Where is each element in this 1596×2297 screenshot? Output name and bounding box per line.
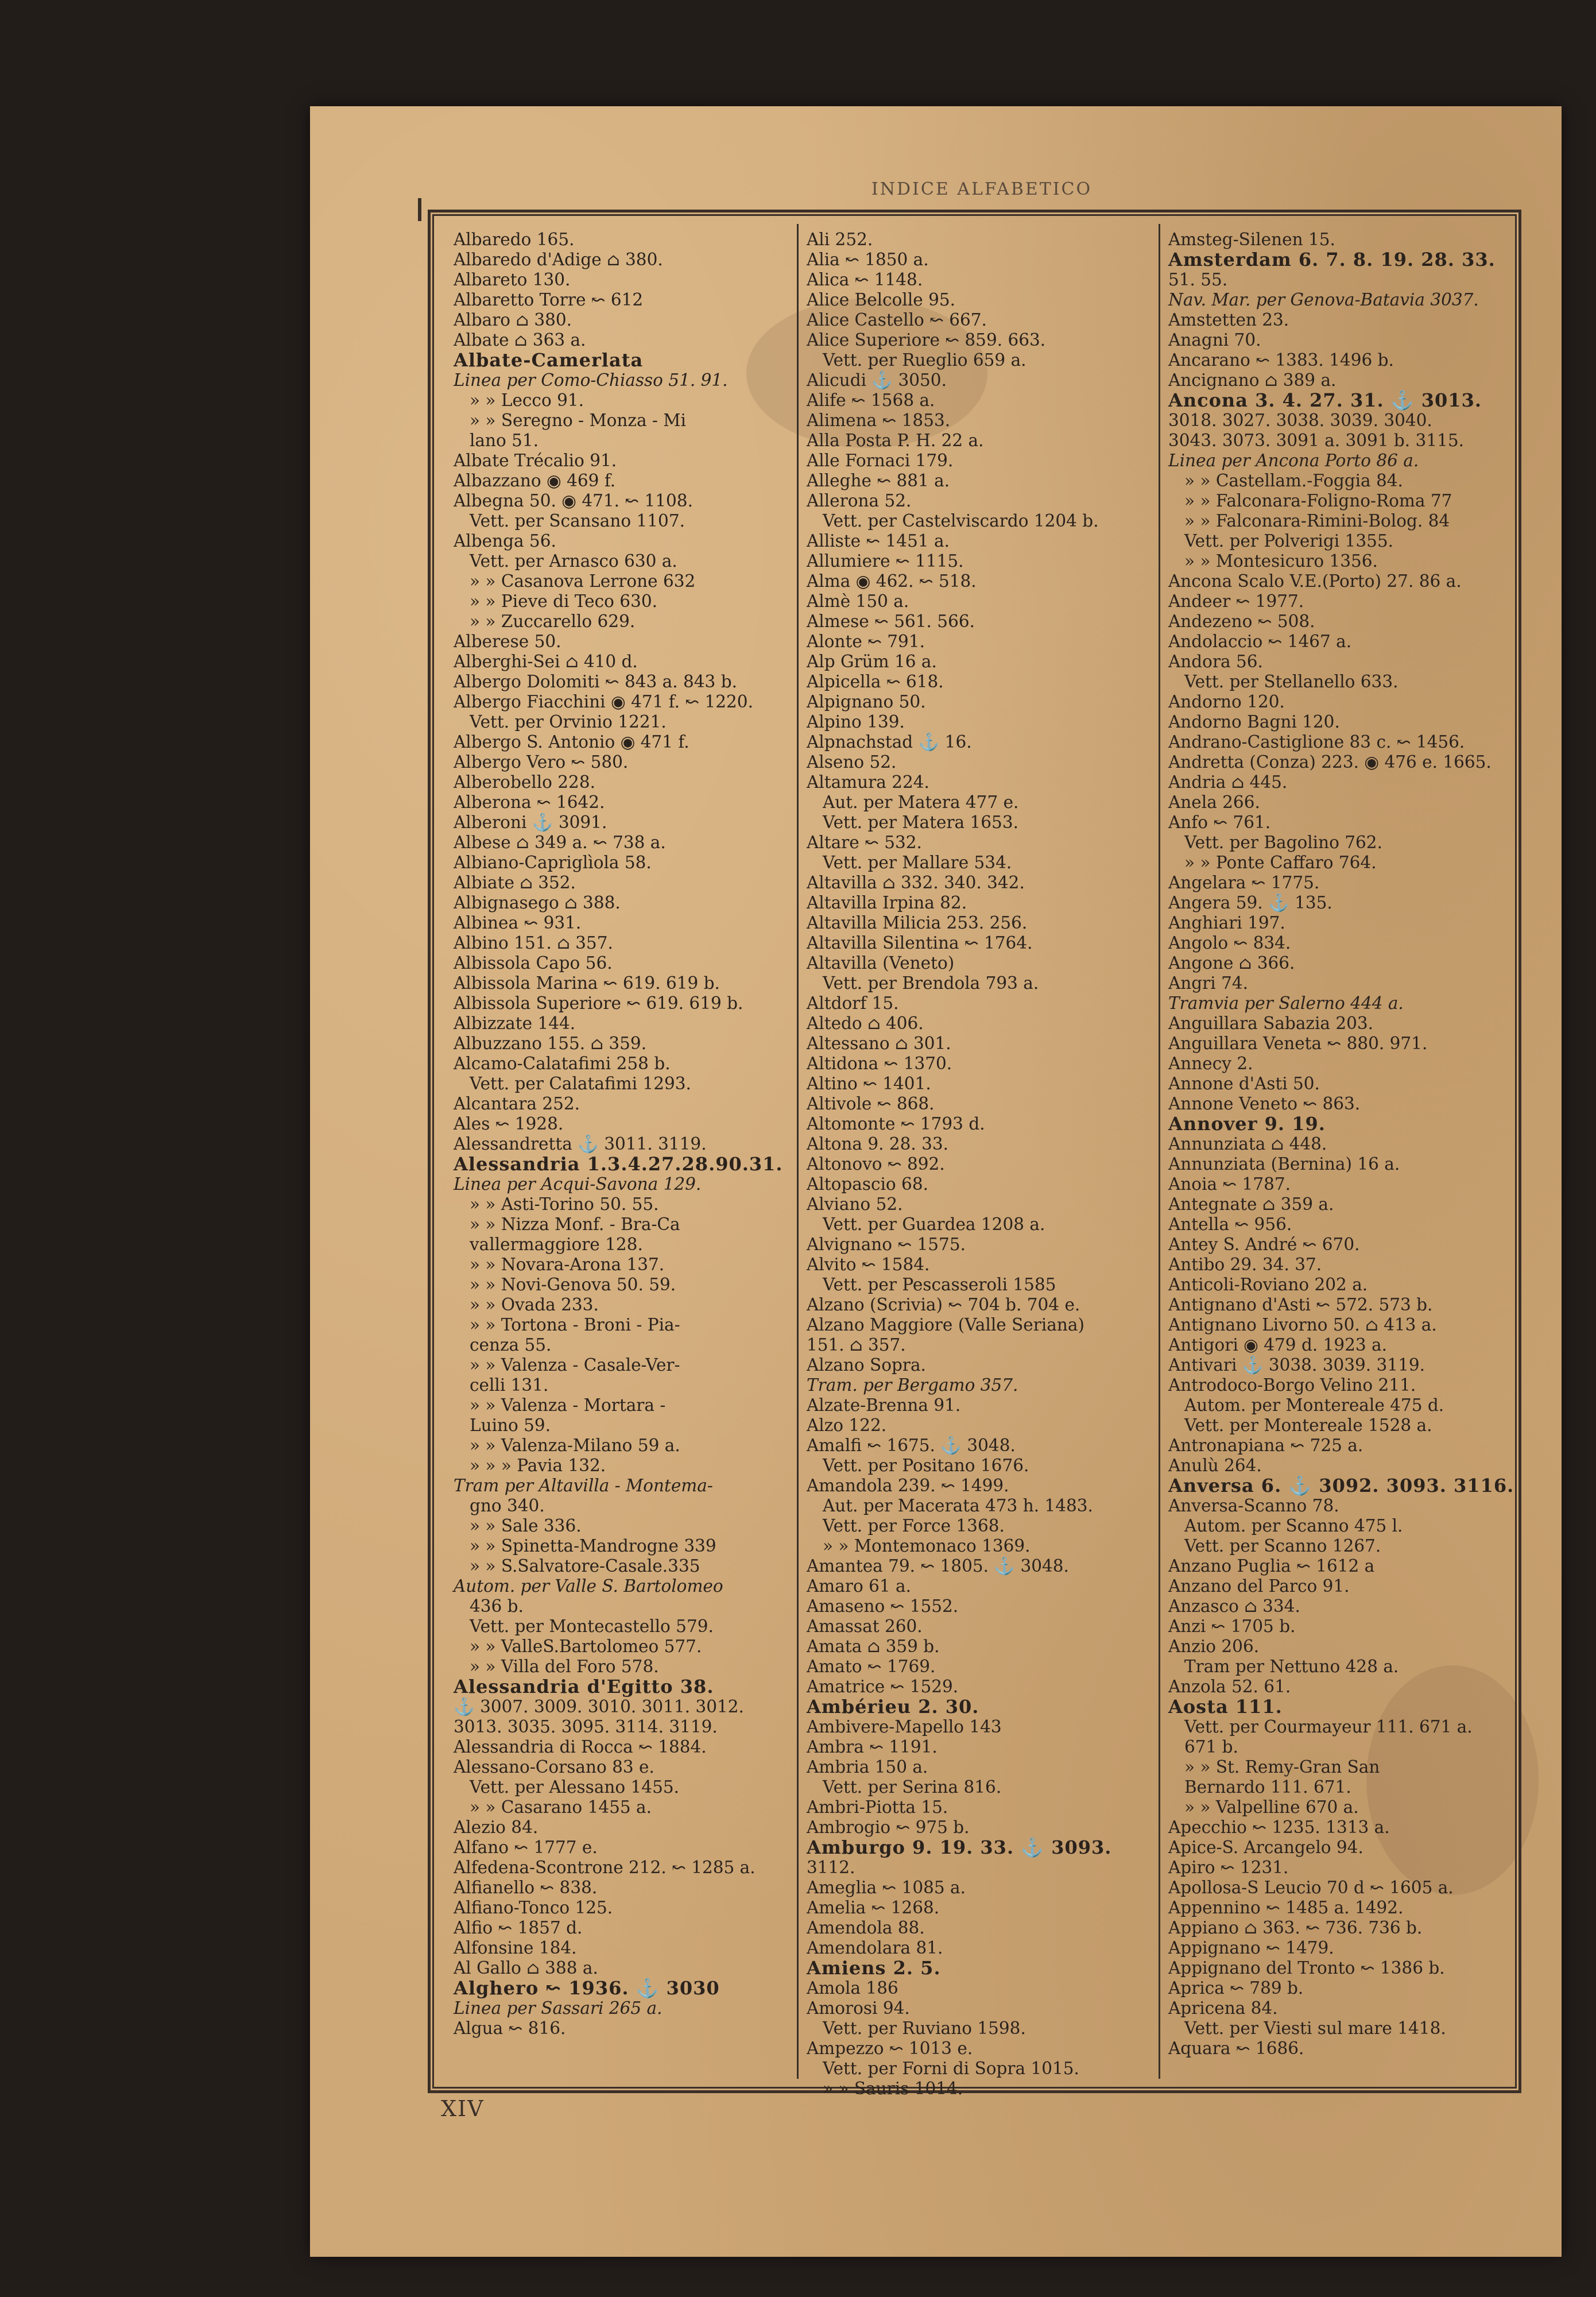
index-entry: Amassat 260. (807, 1617, 923, 1636)
index-entry: Annone Veneto ↜ 863. (1168, 1094, 1361, 1113)
index-entry: Albaretto Torre ↜ 612 (454, 290, 644, 310)
index-entry: Aut. per Matera 477 e. (823, 792, 1019, 812)
index-entry: Amantea 79. ↜ 1805. ⚓ 3048. (807, 1556, 1069, 1576)
index-entry: Annone d'Asti 50. (1168, 1074, 1320, 1093)
index-entry: Antronapiana ↜ 725 a. (1168, 1436, 1363, 1455)
index-entry: Alonte ↜ 791. (807, 632, 925, 651)
index-entry: Albegna 50. ◉ 471. ↜ 1108. (454, 491, 693, 511)
index-entry: Al Gallo ⌂ 388 a. (454, 1958, 598, 1978)
index-entry: Amsteg-Silenen 15. (1168, 230, 1335, 249)
index-entry: Anguillara Sabazia 203. (1168, 1014, 1374, 1033)
index-entry: » » Sale 336. (470, 1516, 582, 1536)
index-entry: Albenga 56. (454, 531, 556, 551)
index-entry: Alpnachstad ⚓ 16. (807, 732, 972, 752)
index-entry: Ales ↜ 1928. (454, 1114, 564, 1134)
index-entry: Anela 266. (1168, 792, 1260, 812)
index-entry: Andretta (Conza) 223. ◉ 476 e. 1665. (1168, 752, 1492, 772)
index-entry: Albaredo d'Adige ⌂ 380. (454, 250, 663, 269)
index-entry: Alica ↜ 1148. (807, 270, 923, 289)
index-entry: Antella ↜ 956. (1168, 1215, 1292, 1234)
index-entry: » » Nizza Monf. - Bra-Ca (470, 1215, 680, 1234)
index-entry: Alvignano ↜ 1575. (807, 1235, 966, 1254)
index-entry: Annunziata ⌂ 448. (1168, 1134, 1327, 1154)
column-divider (797, 224, 799, 2079)
index-entry: » » Falconara-Rimini-Bolog. 84 (1184, 511, 1450, 531)
index-entry: » » St. Remy-Gran San (1184, 1757, 1380, 1777)
index-heading: Alessandria d'Egitto 38. (454, 1676, 714, 1697)
index-entry: Alliste ↜ 1451 a. (807, 531, 950, 551)
index-entry: Anzasco ⌂ 334. (1168, 1596, 1300, 1616)
index-entry: Alice Castello ↜ 667. (807, 310, 987, 330)
index-entry: Vett. per Force 1368. (823, 1516, 1005, 1536)
index-entry: » » » Pavia 132. (470, 1456, 606, 1475)
index-entry: Altavilla (Veneto) (807, 953, 955, 973)
index-entry: Albuzzano 155. ⌂ 359. (454, 1034, 647, 1053)
index-entry: Almè 150 a. (807, 591, 909, 611)
index-heading: Anversa 6. ⚓ 3092. 3093. 3116. (1168, 1475, 1514, 1496)
index-entry: Amorosi 94. (807, 1998, 910, 2018)
index-entry: Albese ⌂ 349 a. ↜ 738 a. (454, 833, 666, 852)
index-entry: Linea per Sassari 265 a. (454, 1998, 663, 2018)
index-entry: » » Zuccarello 629. (470, 612, 636, 631)
index-entry: Vett. per Forni di Sopra 1015. (823, 2059, 1079, 2078)
index-entry: Vett. per Arnasco 630 a. (470, 551, 677, 571)
index-entry: Appignano ↜ 1479. (1168, 1938, 1334, 1958)
index-entry: » » Asti-Torino 50. 55. (470, 1194, 659, 1214)
index-entry: Autom. per Montereale 475 d. (1184, 1395, 1444, 1415)
index-entry: Alcantara 252. (454, 1094, 580, 1113)
index-entry: » » Casarano 1455 a. (470, 1797, 652, 1817)
index-entry: Amatrice ↜ 1529. (807, 1677, 959, 1696)
index-entry: Alzo 122. (807, 1416, 887, 1435)
index-entry: Alle Fornaci 179. (807, 451, 954, 470)
index-entry: Anzio 206. (1168, 1637, 1260, 1656)
index-entry: » » Villa del Foro 578. (470, 1657, 659, 1676)
index-entry: Vett. per Alessano 1455. (470, 1777, 679, 1797)
index-entry: » » Ovada 233. (470, 1295, 599, 1314)
index-entry: Alessandretta ⚓ 3011. 3119. (454, 1134, 707, 1154)
index-entry: Altopascio 68. (807, 1174, 928, 1194)
index-entry: Albissola Marina ↜ 619. 619 b. (454, 973, 720, 993)
index-entry: Altessano ⌂ 301. (807, 1034, 951, 1053)
index-entry: Alla Posta P. H. 22 a. (807, 431, 984, 450)
index-entry: Altavilla Silentina ↜ 1764. (807, 933, 1033, 953)
index-entry: Andorno 120. (1168, 692, 1285, 711)
index-entry: Appignano del Tronto ↜ 1386 b. (1168, 1958, 1445, 1978)
index-entry: Aprica ↜ 789 b. (1168, 1978, 1304, 1998)
index-entry: Angolo ↜ 834. (1168, 933, 1291, 953)
index-entry: Alfano ↜ 1777 e. (454, 1838, 598, 1857)
index-entry: Anfo ↜ 761. (1168, 813, 1271, 832)
index-entry: Luino 59. (470, 1416, 551, 1435)
index-entry: Linea per Acqui-Savona 129. (454, 1174, 702, 1194)
index-entry: Aquara ↜ 1686. (1168, 2039, 1304, 2058)
index-entry: Vett. per Castelviscardo 1204 b. (823, 511, 1099, 531)
index-entry: Amata ⌂ 359 b. (807, 1637, 940, 1656)
index-entry: Vett. per Matera 1653. (823, 813, 1018, 832)
index-entry: » » Pieve di Teco 630. (470, 591, 657, 611)
index-entry: Andorno Bagni 120. (1168, 712, 1340, 732)
index-entry: Antibo 29. 34. 37. (1168, 1255, 1322, 1274)
index-entry: Amaro 61 a. (807, 1576, 911, 1596)
index-entry: Antivari ⚓ 3038. 3039. 3119. (1168, 1355, 1425, 1375)
index-entry: Amelia ↜ 1268. (807, 1898, 940, 1917)
index-entry: Linea per Ancona Porto 86 a. (1168, 451, 1419, 470)
index-entry: Anzano del Parco 91. (1168, 1576, 1350, 1596)
index-entry: Anguillara Veneta ↜ 880. 971. (1168, 1034, 1428, 1053)
index-entry: Albate Trécalio 91. (454, 451, 617, 470)
index-entry: Angone ⌂ 366. (1168, 953, 1295, 973)
index-entry: Amalfi ↜ 1675. ⚓ 3048. (807, 1436, 1016, 1455)
index-entry: Alpino 139. (807, 712, 905, 732)
index-entry: Anversa-Scanno 78. (1168, 1496, 1339, 1515)
index-entry: Anulù 264. (1168, 1456, 1262, 1475)
index-entry: Ali 252. (807, 230, 873, 249)
index-entry: Vett. per Serina 816. (823, 1777, 1002, 1797)
index-entry: Antignano Livorno 50. ⌂ 413 a. (1168, 1315, 1437, 1335)
index-entry: 671 b. (1184, 1737, 1238, 1757)
index-entry: Anagni 70. (1168, 330, 1261, 350)
index-entry: » » Ponte Caffaro 764. (1184, 853, 1377, 872)
index-entry: Altare ↜ 532. (807, 833, 922, 852)
index-entry: Alberghi-Sei ⌂ 410 d. (454, 652, 638, 671)
index-entry: Vett. per Orvinio 1221. (470, 712, 667, 732)
page-number: XIV (441, 2096, 485, 2121)
index-entry: Annunziata (Bernina) 16 a. (1168, 1154, 1400, 1174)
index-column-2 (807, 230, 1151, 2098)
index-entry: 51. 55. (1168, 270, 1228, 289)
index-entry: Amendola 88. (807, 1918, 925, 1938)
index-entry: Allumiere ↜ 1115. (807, 551, 964, 571)
index-entry: Andolaccio ↜ 1467 a. (1168, 632, 1352, 651)
index-entry: Vett. per Scansano 1107. (470, 511, 685, 531)
index-entry: Angelara ↜ 1775. (1168, 873, 1320, 892)
index-entry: Anzano Puglia ↜ 1612 a (1168, 1556, 1375, 1576)
index-entry: Altona 9. 28. 33. (807, 1134, 949, 1154)
index-entry: » » Montesicuro 1356. (1184, 551, 1378, 571)
index-entry: Altamura 224. (807, 772, 929, 792)
index-entry: Albizzate 144. (454, 1014, 576, 1033)
index-entry: Alpicella ↜ 618. (807, 672, 944, 691)
index-entry: Vett. per Stellanello 633. (1184, 672, 1399, 691)
index-entry: Altedo ⌂ 406. (807, 1014, 924, 1033)
index-entry: Alfio ↜ 1857 d. (454, 1918, 583, 1938)
index-entry: Alfianello ↜ 838. (454, 1878, 598, 1897)
index-entry: » » Montemonaco 1369. (823, 1536, 1031, 1556)
index-entry: Vett. per Positano 1676. (823, 1456, 1029, 1475)
index-entry: » » Valenza-Milano 59 a. (470, 1436, 680, 1455)
index-entry: 3018. 3027. 3038. 3039. 3040. (1168, 411, 1432, 430)
index-entry: Antegnate ⌂ 359 a. (1168, 1194, 1334, 1214)
index-entry: Tram. per Bergamo 357. (807, 1375, 1018, 1395)
index-entry: Vett. per Polverigi 1355. (1184, 531, 1393, 551)
column-divider (1159, 224, 1160, 2079)
index-entry: Appennino ↜ 1485 a. 1492. (1168, 1898, 1404, 1917)
index-heading: Amburgo 9. 19. 33. ⚓ 3093. (807, 1836, 1112, 1858)
index-heading: Amsterdam 6. 7. 8. 19. 28. 33. (1168, 249, 1496, 270)
index-entry: Alfedena-Scontrone 212. ↜ 1285 a. (454, 1858, 756, 1877)
index-entry: Vett. per Bagolino 762. (1184, 833, 1382, 852)
index-entry: Alp Grüm 16 a. (807, 652, 937, 671)
index-entry: Tram per Altavilla - Montema- (454, 1476, 713, 1495)
index-entry: Ambra ↜ 1191. (807, 1737, 938, 1757)
index-entry: 3043. 3073. 3091 a. 3091 b. 3115. (1168, 431, 1464, 450)
index-entry: Annecy 2. (1168, 1054, 1253, 1073)
index-entry: Anzola 52. 61. (1168, 1677, 1291, 1696)
index-entry: Alfiano-Tonco 125. (454, 1898, 613, 1917)
index-entry: Ancignano ⌂ 389 a. (1168, 370, 1337, 390)
index-entry: » » Tortona - Broni - Pia- (470, 1315, 680, 1335)
index-heading: Ancona 3. 4. 27. 31. ⚓ 3013. (1168, 389, 1482, 411)
index-heading: Aosta 111. (1168, 1696, 1283, 1718)
index-entry: Alfonsine 184. (454, 1938, 577, 1958)
index-entry: » » Falconara-Foligno-Roma 77 (1184, 491, 1452, 511)
index-entry: Autom. per Valle S. Bartolomeo (454, 1576, 723, 1596)
index-entry: Andria ⌂ 445. (1168, 772, 1288, 792)
index-entry: Albinea ↜ 931. (454, 913, 582, 933)
index-entry: Vett. per Mallare 534. (823, 853, 1012, 872)
index-column-1 (454, 230, 781, 2073)
index-entry: Alleghe ↜ 881 a. (807, 471, 950, 490)
index-entry: Alzano Maggiore (Valle Seriana) (807, 1315, 1084, 1335)
index-heading: Ambérieu 2. 30. (807, 1696, 979, 1718)
index-entry: Andrano-Castiglione 83 c. ↜ 1456. (1168, 732, 1465, 752)
index-entry: Altavilla ⌂ 332. 340. 342. (807, 873, 1025, 892)
index-entry: » » Valenza - Casale-Ver- (470, 1355, 680, 1375)
index-entry: Vett. per Pescasseroli 1585 (823, 1275, 1056, 1294)
index-entry: Amstetten 23. (1168, 310, 1289, 330)
index-entry: 151. ⌂ 357. (807, 1335, 906, 1355)
index-entry: cenza 55. (470, 1335, 552, 1355)
index-entry: Albazzano ◉ 469 f. (454, 471, 616, 490)
index-entry: Altino ↜ 1401. (807, 1074, 931, 1093)
index-entry: Alcamo-Calatafimi 258 b. (454, 1054, 671, 1073)
index-entry: Vett. per Courmayeur 111. 671 a. (1184, 1717, 1473, 1737)
index-entry: Anoia ↜ 1787. (1168, 1174, 1291, 1194)
index-entry: Amola 186 (807, 1978, 898, 1998)
index-entry: » » Lecco 91. (470, 390, 584, 410)
index-entry: Ambivere-Mapello 143 (807, 1717, 1002, 1737)
index-entry: Altonovo ↜ 892. (807, 1154, 945, 1174)
index-entry: » » Novi-Genova 50. 59. (470, 1275, 676, 1294)
index-entry: Alzano (Scrivia) ↜ 704 b. 704 e. (807, 1295, 1080, 1314)
index-entry: » » S.Salvatore-Casale.335 (470, 1556, 700, 1576)
index-entry: Alzano Sopra. (807, 1355, 926, 1375)
index-entry: Antrodoco-Borgo Velino 211. (1168, 1375, 1416, 1395)
index-entry: Alife ↜ 1568 a. (807, 390, 935, 410)
index-entry: Apollosa-S Leucio 70 d ↜ 1605 a. (1168, 1878, 1454, 1897)
index-entry: ⚓ 3007. 3009. 3010. 3011. 3012. (454, 1697, 744, 1716)
index-entry: Albergo S. Antonio ◉ 471 f. (454, 732, 689, 752)
index-entry: Antignano d'Asti ↜ 572. 573 b. (1168, 1295, 1433, 1314)
index-entry: Vett. per Brendola 793 a. (823, 973, 1039, 993)
index-entry: Albiano-Capriglìola 58. (454, 853, 652, 872)
index-entry: Alma ◉ 462. ↜ 518. (807, 571, 977, 591)
index-entry: Apricena 84. (1168, 1998, 1278, 2018)
index-entry: Alvito ↜ 1584. (807, 1255, 930, 1274)
index-entry: Angera 59. ⚓ 135. (1168, 893, 1332, 912)
index-entry: Ancona Scalo V.E.(Porto) 27. 86 a. (1168, 571, 1462, 591)
index-entry: Albissola Superiore ↜ 619. 619 b. (454, 993, 743, 1013)
index-entry: gno 340. (470, 1496, 545, 1515)
index-heading: Amiens 2. 5. (807, 1957, 941, 1979)
index-heading: Albate-Camerlata (454, 349, 644, 371)
index-entry: Aut. per Macerata 473 h. 1483. (823, 1496, 1093, 1515)
index-entry: Albaredo 165. (454, 230, 575, 249)
index-entry: Ambrogio ↜ 975 b. (807, 1818, 970, 1837)
index-entry: Albergo Fiacchini ◉ 471 f. ↜ 1220. (454, 692, 753, 711)
index-entry: Altdorf 15. (807, 993, 899, 1013)
index-entry: Alicudi ⚓ 3050. (807, 370, 947, 390)
index-entry: 3112. (807, 1858, 855, 1877)
index-entry: » » ValleS.Bartolomeo 577. (470, 1637, 702, 1656)
index-entry: Alseno 52. (807, 752, 897, 772)
index-entry: Ancarano ↜ 1383. 1496 b. (1168, 350, 1394, 370)
index-entry: Albareto 130. (454, 270, 571, 289)
index-entry: Vett. per Calatafimi 1293. (470, 1074, 691, 1093)
index-entry: » » Valenza - Mortara - (470, 1395, 666, 1415)
index-entry: Ambri-Piotta 15. (807, 1797, 948, 1817)
index-entry: Alpignano 50. (807, 692, 926, 711)
index-entry: Altivole ↜ 868. (807, 1094, 935, 1113)
index-entry: » » Castellam.-Foggia 84. (1184, 471, 1403, 490)
index-entry: Vett. per Guardea 1208 a. (823, 1215, 1045, 1234)
index-entry: Tram per Nettuno 428 a. (1184, 1657, 1399, 1676)
index-entry: Amandola 239. ↜ 1499. (807, 1476, 1009, 1495)
index-entry: Anghiari 197. (1168, 913, 1285, 933)
index-entry: Alezio 84. (454, 1818, 539, 1837)
index-entry: Vett. per Ruviano 1598. (823, 2018, 1026, 2038)
index-entry: Algua ↜ 816. (454, 2018, 566, 2038)
index-entry: Andora 56. (1168, 652, 1263, 671)
index-entry: Amaseno ↜ 1552. (807, 1596, 959, 1616)
index-entry: Ampezzo ↜ 1013 e. (807, 2039, 973, 2058)
ink-mark (418, 198, 421, 221)
index-entry: Albergo Vero ↜ 580. (454, 752, 629, 772)
index-entry: Anzi ↜ 1705 b. (1168, 1617, 1296, 1636)
index-entry: Andezeno ↜ 508. (1168, 612, 1315, 631)
index-entry: Altavilla Irpina 82. (807, 893, 967, 912)
index-entry: Alice Belcolle 95. (807, 290, 956, 310)
index-entry: Alimena ↜ 1853. (807, 411, 951, 430)
index-heading: Alessandria 1.3.4.27.28.90.31. (454, 1153, 783, 1175)
index-entry: Appiano ⌂ 363. ↜ 736. 736 b. (1168, 1918, 1423, 1938)
index-entry: Antey S. André ↜ 670. (1168, 1235, 1360, 1254)
index-entry: Alice Superiore ↜ 859. 663. (807, 330, 1046, 350)
index-entry: Vett. per Montecastello 579. (470, 1617, 714, 1636)
index-column-3 (1168, 230, 1514, 2073)
index-entry: vallermaggiore 128. (470, 1235, 643, 1254)
index-entry: Vett. per Montereale 1528 a. (1184, 1416, 1432, 1435)
page-header: INDICE ALFABETICO (871, 179, 1093, 199)
index-entry: Alia ↜ 1850 a. (807, 250, 929, 269)
index-entry: 436 b. (470, 1596, 524, 1616)
index-entry: celli 131. (470, 1375, 549, 1395)
index-entry: » » Seregno - Monza - Mi (470, 411, 686, 430)
index-entry: » » Novara-Arona 137. (470, 1255, 665, 1274)
index-entry: Amato ↜ 1769. (807, 1657, 936, 1676)
index-entry: Vett. per Viesti sul mare 1418. (1184, 2018, 1446, 2038)
index-entry: Angri 74. (1168, 973, 1249, 993)
index-entry: Apiro ↜ 1231. (1168, 1858, 1289, 1877)
index-heading: Alghero ↜ 1936. ⚓ 3030 (454, 1977, 720, 1999)
index-entry: Amendolara 81. (807, 1938, 943, 1958)
index-entry: » » Spinetta-Mandrogne 339 (470, 1536, 716, 1556)
index-entry: Tramvia per Salerno 444 a. (1168, 993, 1404, 1013)
index-entry: Apice-S. Arcangelo 94. (1168, 1838, 1363, 1857)
index-entry: » » Sauris 1014. (823, 2079, 963, 2098)
index-entry: Bernardo 111. 671. (1184, 1777, 1351, 1797)
index-entry: Albaro ⌂ 380. (454, 310, 572, 330)
index-entry: Ambria 150 a. (807, 1757, 928, 1777)
index-entry: Anticoli-Roviano 202 a. (1168, 1275, 1368, 1294)
index-entry: Alberoni ⚓ 3091. (454, 813, 607, 832)
index-entry: Vett. per Scanno 1267. (1184, 1536, 1381, 1556)
index-entry: Vett. per Rueglio 659 a. (823, 350, 1026, 370)
index-heading: Annover 9. 19. (1168, 1113, 1326, 1135)
index-entry: Allerona 52. (807, 491, 912, 511)
index-entry: » » Valpelline 670 a. (1184, 1797, 1359, 1817)
index-entry: Albate ⌂ 363 a. (454, 330, 586, 350)
index-entry: Altidona ↜ 1370. (807, 1054, 952, 1073)
index-entry: Autom. per Scanno 475 l. (1184, 1516, 1403, 1536)
index-entry: Albissola Capo 56. (454, 953, 613, 973)
index-entry: Alberese 50. (454, 632, 561, 651)
index-entry: Alviano 52. (807, 1194, 903, 1214)
index-entry: Linea per Como-Chiasso 51. 91. (454, 370, 728, 390)
index-entry: Ameglia ↜ 1085 a. (807, 1878, 966, 1897)
index-entry: Alberobello 228. (454, 772, 595, 792)
index-entry: Antigori ◉ 479 d. 1923 a. (1168, 1335, 1388, 1355)
index-entry: Alessano-Corsano 83 e. (454, 1757, 654, 1777)
index-entry: Apecchio ↜ 1235. 1313 a. (1168, 1818, 1390, 1837)
index-entry: Albiate ⌂ 352. (454, 873, 576, 892)
index-entry: 3013. 3035. 3095. 3114. 3119. (454, 1717, 718, 1737)
index-entry: Albino 151. ⌂ 357. (454, 933, 613, 953)
index-entry: lano 51. (470, 431, 539, 450)
index-entry: Andeer ↜ 1977. (1168, 591, 1304, 611)
index-entry: Altomonte ↜ 1793 d. (807, 1114, 985, 1134)
index-entry: Nav. Mar. per Genova-Batavia 3037. (1168, 290, 1479, 310)
index-entry: Alberona ↜ 1642. (454, 792, 605, 812)
index-entry: Albergo Dolomiti ↜ 843 a. 843 b. (454, 672, 737, 691)
index-entry: Altavilla Milicia 253. 256. (807, 913, 1028, 933)
index-entry: » » Casanova Lerrone 632 (470, 571, 696, 591)
index-entry: Albignasego ⌂ 388. (454, 893, 621, 912)
index-entry: Alessandria di Rocca ↜ 1884. (454, 1737, 707, 1757)
index-entry: Alzate-Brenna 91. (807, 1395, 961, 1415)
index-entry: Almese ↜ 561. 566. (807, 612, 975, 631)
